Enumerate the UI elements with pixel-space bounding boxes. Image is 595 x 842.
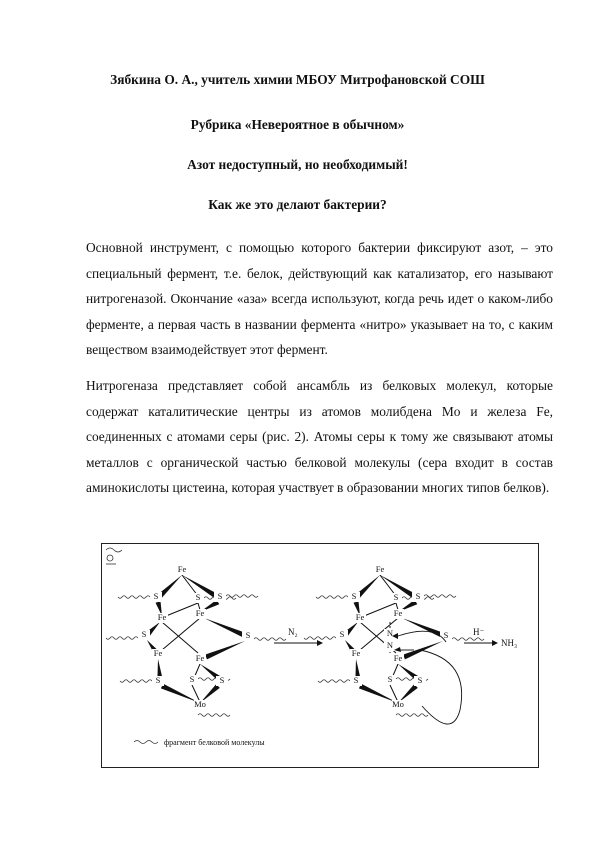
author-line: Зябкина О. А., учитель химии МБОУ Митрофановской СОШ [110, 72, 485, 87]
legend-label: фрагмент белковой молекулы [164, 738, 265, 747]
atom-s: S [153, 591, 159, 601]
atom-s: S [219, 675, 225, 685]
atom-fe: Fe [393, 653, 403, 663]
atom-s: S [417, 675, 423, 685]
product-nh3: NH₃ [501, 638, 518, 648]
paragraph-2: Нитрогеназа представляет собой ансамбль из белковых молекул, которые содержат каталитические центры из атомов молибдена Mo и железа Fe, соединенных с атомами серы (рис. 2). Атомы серы к тому же связывают атомы металлов с органической частью белковой молекулы (сера входит в состав аминокислоты цистеина, которая участвует в образовании многих типов белков). [86, 378, 553, 496]
atom-s: S [155, 675, 161, 685]
atom-fe: Fe [375, 564, 385, 574]
bond-line [166, 603, 198, 616]
atom-fe: Fe [351, 648, 361, 658]
bond-line [364, 603, 396, 616]
protein-fragment-line [106, 637, 138, 640]
article-subtitle: Как же это делают бактерии? [208, 197, 387, 212]
protein-fragment-line [254, 638, 286, 641]
corner-logo [106, 548, 122, 564]
protein-fragment-line [118, 596, 150, 599]
atom-fe: Fe [153, 648, 163, 658]
atom-fe: Fe [157, 612, 167, 622]
cluster-left [106, 564, 286, 716]
protein-fragment-line [396, 714, 428, 717]
atom-s: S [217, 591, 223, 601]
nitrogenase-diagram [102, 544, 540, 769]
atom-mo: Mo [194, 699, 206, 709]
bond-wedge [205, 641, 245, 659]
cluster-right [304, 564, 484, 716]
bond-line [162, 622, 198, 653]
paragraph-1: Основной инструмент, с помощью которого бактерии фиксируют азот, – это специальный фермент, т.е. белок, действующий как катализатор, его называют нитрогеназой. Окончание «аза» всегда используют, когда речь идет о каком-либо ферменте, а первая часть в названии фермента «нитро» указывает на то, с каким веществом взаимодействует этот фермент. [86, 240, 553, 358]
atom-s: S [393, 592, 399, 602]
curved-arrows [392, 631, 462, 724]
atom-s: S [415, 591, 421, 601]
protein-fragment-line [452, 638, 484, 641]
arrow-n2 [274, 640, 323, 646]
article-title: Азот недоступный, но необходимый! [187, 157, 408, 172]
reagent-h: H⁻ [473, 627, 485, 637]
atom-s: S [353, 675, 359, 685]
nitrogenase-figure [101, 543, 539, 768]
protein-fragment-line [316, 596, 348, 599]
protein-fragment-line [318, 680, 350, 683]
atom-s: S [351, 591, 357, 601]
rubric-line: Рубрика «Невероятное в обычном» [190, 117, 405, 132]
bond-wedge [204, 618, 245, 637]
atom-s: S [387, 674, 393, 684]
atom-fe: Fe [393, 608, 403, 618]
atom-s: S [189, 674, 195, 684]
protein-fragment-line [424, 595, 456, 598]
atom-s: S [141, 629, 147, 639]
arrow-h [464, 640, 498, 646]
atom-s: S [443, 630, 449, 640]
atom-s: S [195, 592, 201, 602]
atom-fe: Fe [195, 653, 205, 663]
protein-fragment-line [304, 637, 336, 640]
atom-n: N [386, 640, 394, 650]
atom-mo: Mo [392, 699, 404, 709]
atom-n: N [386, 628, 394, 638]
atom-fe: Fe [195, 608, 205, 618]
atom-s: S [339, 629, 345, 639]
protein-fragment-line [198, 714, 230, 717]
atom-fe: Fe [177, 564, 187, 574]
atom-fe: Fe [355, 612, 365, 622]
legend-wavy-line [134, 741, 158, 744]
protein-fragment-line [226, 595, 258, 598]
protein-fragment-line [120, 680, 152, 683]
reagent-n2: N₂ [288, 627, 298, 637]
atom-s: S [245, 630, 251, 640]
